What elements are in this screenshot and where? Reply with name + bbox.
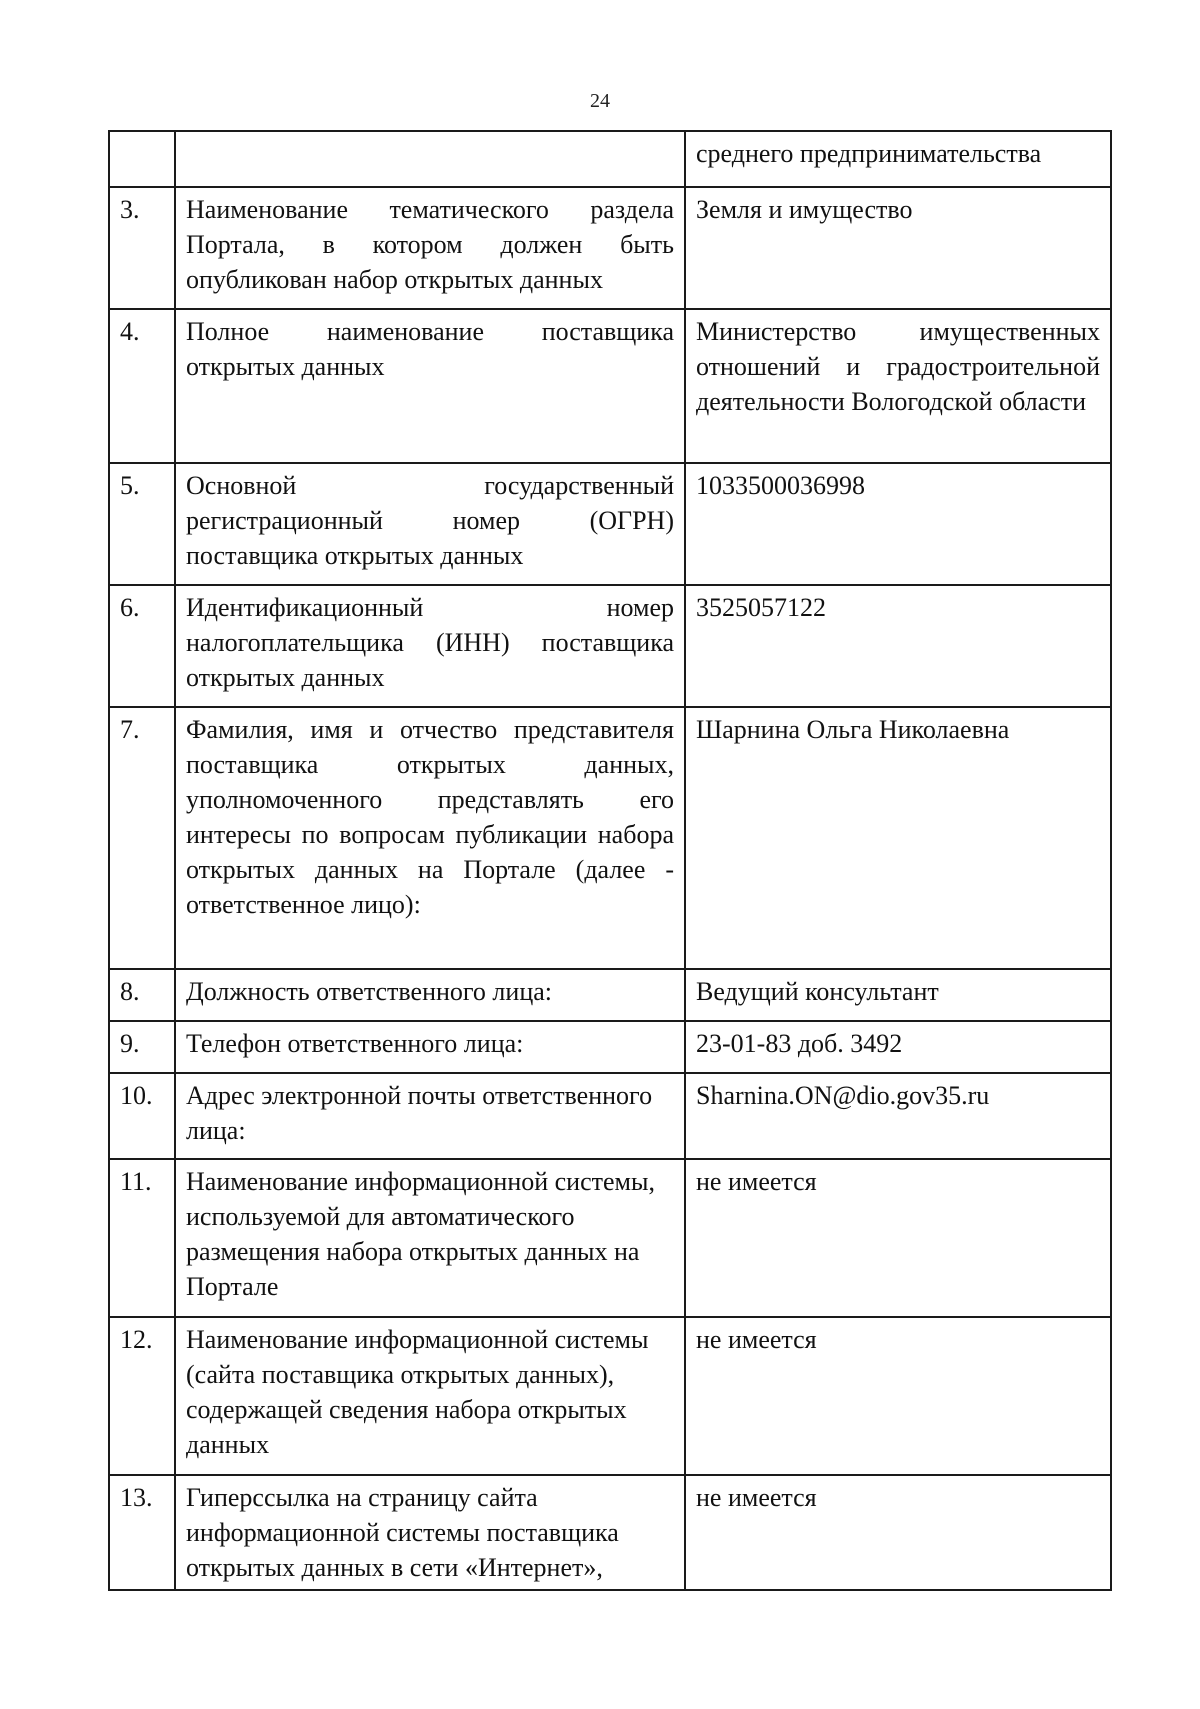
row-value: не имеется bbox=[685, 1159, 1111, 1317]
table-row bbox=[109, 969, 1111, 1021]
table-row bbox=[109, 1317, 1111, 1475]
row-label: Полное наименование поставщика открытых данных bbox=[175, 309, 685, 463]
table-row bbox=[109, 707, 1111, 969]
row-value: Sharnina.ON@dio.gov35.ru bbox=[685, 1073, 1111, 1159]
open-data-passport-table bbox=[108, 130, 1112, 1591]
row-value: Ведущий консультант bbox=[685, 969, 1111, 1021]
row-value: не имеется bbox=[685, 1475, 1111, 1590]
row-label: Должность ответственного лица: bbox=[175, 969, 685, 1021]
row-label: Адрес электронной почты ответственного лица: bbox=[175, 1073, 685, 1159]
row-label: Наименование тематического раздела Портала, в котором должен быть опубликован набор открытых данных bbox=[175, 187, 685, 309]
row-number: 9. bbox=[109, 1021, 175, 1073]
row-number bbox=[109, 131, 175, 187]
row-label bbox=[175, 131, 685, 187]
row-label: Телефон ответственного лица: bbox=[175, 1021, 685, 1073]
row-value: Шарнина Ольга Николаевна bbox=[685, 707, 1111, 969]
table-row bbox=[109, 1021, 1111, 1073]
row-value: Министерство имущественных отношений и градостроительной деятельности Вологодской области bbox=[685, 309, 1111, 463]
row-number: 12. bbox=[109, 1317, 175, 1475]
row-number: 11. bbox=[109, 1159, 175, 1317]
row-value: 3525057122 bbox=[685, 585, 1111, 707]
page-number: 24 bbox=[590, 90, 610, 112]
table-row bbox=[109, 585, 1111, 707]
row-value: Земля и имущество bbox=[685, 187, 1111, 309]
row-number: 5. bbox=[109, 463, 175, 585]
row-number: 13. bbox=[109, 1475, 175, 1590]
row-label: Наименование информационной системы (сайта поставщика открытых данных), содержащей сведения набора открытых данных bbox=[175, 1317, 685, 1475]
row-label: Гиперссылка на страницу сайта информационной системы поставщика открытых данных в сети «Интернет», bbox=[175, 1475, 685, 1590]
table-row bbox=[109, 187, 1111, 309]
row-number: 4. bbox=[109, 309, 175, 463]
table-row bbox=[109, 131, 1111, 187]
table-row bbox=[109, 1159, 1111, 1317]
row-number: 10. bbox=[109, 1073, 175, 1159]
row-number: 3. bbox=[109, 187, 175, 309]
table-row bbox=[109, 309, 1111, 463]
table-row bbox=[109, 1073, 1111, 1159]
row-value: не имеется bbox=[685, 1317, 1111, 1475]
row-label: Идентификационный номер налогоплательщика (ИНН) поставщика открытых данных bbox=[175, 585, 685, 707]
row-number: 6. bbox=[109, 585, 175, 707]
row-value: 1033500036998 bbox=[685, 463, 1111, 585]
table-row bbox=[109, 1475, 1111, 1590]
row-value: 23-01-83 доб. 3492 bbox=[685, 1021, 1111, 1073]
row-label: Основной государственный регистрационный номер (ОГРН) поставщика открытых данных bbox=[175, 463, 685, 585]
row-label: Фамилия, имя и отчество представителя поставщика открытых данных, уполномоченного представлять его интересы по вопросам публикации набора открытых данных на Портале (далее - ответственное лицо): bbox=[175, 707, 685, 969]
row-value: среднего предпринимательства bbox=[685, 131, 1111, 187]
row-number: 8. bbox=[109, 969, 175, 1021]
row-label: Наименование информационной системы, используемой для автоматического размещения набора открытых данных на Портале bbox=[175, 1159, 685, 1317]
table-row bbox=[109, 463, 1111, 585]
row-number: 7. bbox=[109, 707, 175, 969]
